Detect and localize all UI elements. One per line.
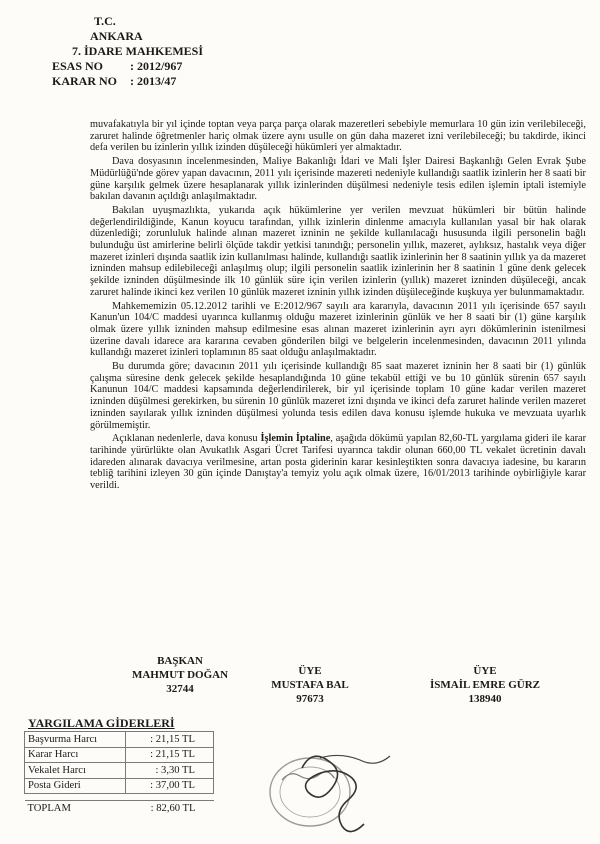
table-row bbox=[25, 778, 214, 794]
total-row bbox=[25, 801, 214, 816]
paragraph-6-start: Açıklanan nedenlerle, dava konusu bbox=[112, 433, 261, 445]
esas-value: : 2012/967 bbox=[130, 59, 183, 73]
karar-label: KARAR NO bbox=[52, 74, 117, 88]
total-label: TOPLAM bbox=[25, 801, 126, 816]
signature-name: MAHMUT DOĞAN bbox=[131, 669, 229, 681]
handwritten-signature bbox=[262, 738, 412, 834]
paragraph-6-verdict: İşlemin İptaline bbox=[260, 433, 331, 445]
paragraph-2: Dava dosyasının incelenmesinden, Maliye Bakanlığı İdari ve Mali İşler Dairesi Başkanlığı Gelen Evrak Şube Müdürlüğü'nde görev yapan davacının, 2011 yılı içerisinde mazereti nedeniyle kullandığı saatlik izinlerin her 8 saati bir güne karşılık gelmek üzere hesaplanarak yıllık izinlerinden düşülmesi nedeniyle tesis edilen işlemin iptali istemiyle bakılan davanın açıldığı anlaşılmaktadır. bbox=[90, 156, 586, 203]
table-row bbox=[25, 763, 214, 779]
paragraph-1: muvafakatıyla bir yıl içinde toptan veya parça parça olarak mazeretleri sebebiyle memurlara 10 gün izin verilebileceği, zaruret halinde öğretmenler hariç olmak üzere aynı usulle on gün daha mazeret izni verilebileceği; bu takdirde, ikinci defa verilen bu izinlerin yıllık izinden düşüleceği hükümleri yer almaktadır. bbox=[90, 119, 586, 154]
paragraph-3: Bakılan uyuşmazlıkta, yukarıda açık hükümlerine yer verilen mevzuat hükümleri bir bütün halinde değerlendirildiğinde, Kanun koyucu tarafından, yıllık izinlerin dinlenme amacıyla kullanılan yasal bir hak olarak düzenlediği; zorunluluk halinde alınan mazeret izninin ne şekilde kullanılacağı hususunda ilgili personelin bağlı bulunduğu üst amirlerine belirli ölçüde takdir yetkisi tanındığı; personelin yıllık, mazeret, aylıksız, hastalık veya diğer mazeret izinleri dışında saatlik izin kullanılması halinde, kullandığı saatlik izinlerinin her 8 saatinin yıllık ya da mazeret izninden mahsup edilebileceği anlaşılmış olup; ilgili personelin saatlik izinlerinin her 8 saatinin 1 güne denk gelecek şekilde izninden düşülmesinde ilk 10 günlük süre için verilen izinlerin (yıllık) mazeret izninden düşüleceği, ancak zaruret halinde ikinci kez verilen 10 günlük mazeret izninin yıllık izinden düşüleceğinde kuşkuya yer bulunmamaktadır. bbox=[90, 204, 586, 298]
expense-label: Karar Harcı bbox=[25, 747, 126, 763]
table-spacer bbox=[25, 794, 214, 801]
expense-value: : 3,30 TL bbox=[125, 763, 213, 779]
esas-row bbox=[52, 59, 262, 74]
signature-president bbox=[100, 654, 260, 696]
signature-member-1 bbox=[240, 664, 380, 706]
expense-label: Posta Gideri bbox=[25, 778, 126, 794]
signature-role: BAŞKAN bbox=[157, 655, 203, 667]
signature-name: MUSTAFA BAL bbox=[271, 679, 349, 691]
signature-member-2 bbox=[400, 664, 570, 706]
signature-role: ÜYE bbox=[298, 665, 322, 677]
header-court: 7. İDARE MAHKEMESİ bbox=[72, 44, 204, 58]
paragraph-6 bbox=[90, 433, 586, 492]
expense-value: : 21,15 TL bbox=[125, 747, 213, 763]
expense-label: Başvurma Harcı bbox=[25, 732, 126, 748]
karar-row bbox=[52, 74, 262, 89]
signature-role: ÜYE bbox=[473, 665, 497, 677]
paragraph-5: Bu durumda göre; davacının 2011 yılı içerisinde kullandığı 85 saat mazeret izninin her 8 saati bir (1) günlük çalışma süresine denk gelecek şekilde hesaplandığında 10 güne tekabül ettiği ve bu 10 günlük sürenin 657 sayılı Kanunun 104/C maddesi kapsamında değerlendirilerek, bir yıl içerisinde toplam 10 güne kadar verilen mazeret izninden düşülmesi gerekirken, bu sürenin 10 günlük mazeret izni dışında ve ikinci defa zaruret halinde verilen mazeret izninden sayılarak yıllık izninden düşülmesi yolunda tesis edilen dava konusu işlemde hukuka ve mevzuata uyarlık görülmemiştir. bbox=[90, 361, 586, 431]
signature-number: 138940 bbox=[468, 693, 502, 705]
paragraph-6-end: , aşağıda dökümü yapılan 82,60-TL yargılama gideri ile karar tarihinde yürürlükte olan Avukatlık Asgari Ücret Tarifesi uyarınca takdir olunan 660,00 TL vekalet ücretinin davalı idareden alınarak davacıya verilmesine, artan posta giderinin karar kesinleştikten sonra davacıya iadesine, bu kararın tebliğ tarihini izleyen 30 gün içinde Danıştay'a temyiz yolu açık olmak üzere, 16/01/2013 tarihinde oybirliğiyle karar verildi. bbox=[90, 433, 587, 492]
court-header bbox=[52, 14, 262, 89]
expense-value: : 21,15 TL bbox=[125, 732, 213, 748]
esas-label: ESAS NO bbox=[52, 59, 104, 73]
expense-label: Vekalet Harcı bbox=[25, 763, 126, 779]
expenses-title: YARGILAMA GİDERLERİ bbox=[28, 716, 175, 730]
karar-value: : 2013/47 bbox=[130, 74, 177, 88]
expenses-table bbox=[24, 731, 214, 816]
table-row bbox=[25, 732, 214, 748]
header-tc: T.C. bbox=[94, 14, 116, 28]
signature-number: 97673 bbox=[296, 693, 324, 705]
paragraph-4: Mahkememizin 05.12.2012 tarihli ve E:2012/967 sayılı ara kararıyla, davacının 2011 yılı içerisinde 657 sayılı Kanun'un 104/C maddesi uyarınca kullanmış olduğu mazeret izinlerinin günlük ve her 8 saati bir (1) güne karşılık olmak üzere yıllık izninden mahsup edilmesine esas alınan mazeret izinlerinin ayrı ayrı dökümlerinin istenilmesi üzerine davalı idarece ara kararına cevaben gönderilen bilgi ve belgelerin incelenmesinden, davacının 2011 yılında kullandığı mazeret izinleri toplamının 85 saat olduğu anlaşılmaktadır. bbox=[90, 300, 586, 359]
signature-number: 32744 bbox=[166, 683, 194, 695]
expense-value: : 37,00 TL bbox=[125, 778, 213, 794]
signature-stroke bbox=[302, 756, 364, 831]
decision-body bbox=[90, 119, 586, 494]
header-city: ANKARA bbox=[90, 29, 143, 43]
total-value: : 82,60 TL bbox=[125, 801, 213, 816]
signature-name: İSMAİL EMRE GÜRZ bbox=[429, 679, 541, 691]
table-row bbox=[25, 747, 214, 763]
